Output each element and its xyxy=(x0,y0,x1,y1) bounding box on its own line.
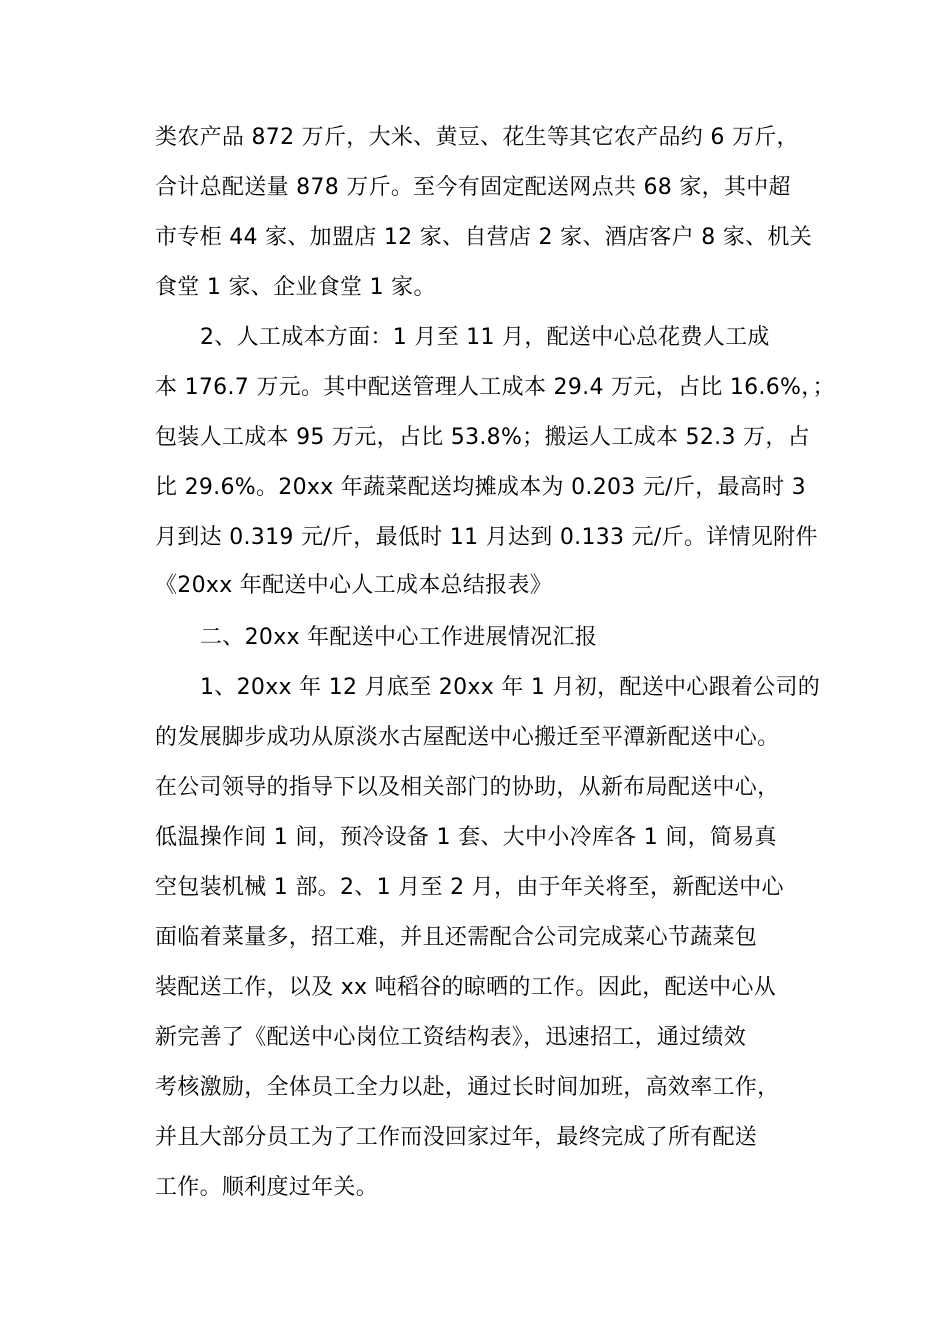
text-line: 装配送工作，以及 xx 吨稻谷的晾晒的工作。因此，配送中心从 xyxy=(155,975,777,1000)
text-line: 类农产品 872 万斤，大米、黄豆、花生等其它农产品约 6 万斤， xyxy=(155,125,799,150)
text-line: 面临着菜量多，招工难，并且还需配合公司完成菜心节蔬菜包 xyxy=(155,925,758,950)
section-heading: 二、20xx 年配送中心工作进展情况汇报 xyxy=(200,625,598,650)
text-line: 本 176.7 万元。其中配送管理人工成本 29.4 万元，占比 16.6%，； xyxy=(155,375,835,400)
text-line: 空包装机械 1 部。2、1 月至 2 月，由于年关将至，新配送中心 xyxy=(155,875,784,900)
text-line: 的发展脚步成功从原淡水古屋配送中心搬迁至平潭新配送中心。 xyxy=(155,725,780,750)
text-line: 包装人工成本 95 万元，占比 53.8%；搬运人工成本 52.3 万，占 xyxy=(155,425,810,450)
text-line: 考核激励，全体员工全力以赴，通过长时间加班，高效率工作， xyxy=(155,1075,780,1100)
text-line: 1、20xx 年 12 月底至 20xx 年 1 月初，配送中心跟着公司的 xyxy=(200,675,821,700)
text-line: 月到达 0.319 元/斤，最低时 11 月达到 0.133 元/斤。详情见附件 xyxy=(155,525,818,550)
text-line: 并且大部分员工为了工作而没回家过年，最终完成了所有配送 xyxy=(155,1125,758,1150)
text-line: 市专柜 44 家、加盟店 12 家、自营店 2 家、酒店客户 8 家、机关 xyxy=(155,225,813,250)
text-line: 低温操作间 1 间，预冷设备 1 套、大中小冷库各 1 间，简易真 xyxy=(155,825,777,850)
text-line: 合计总配送量 878 万斤。至今有固定配送网点共 68 家，其中超 xyxy=(155,175,791,200)
text-line: 新完善了《配送中心岗位工资结构表》，迅速招工，通过绩效 xyxy=(155,1025,747,1050)
text-line: 工作。顺利度过年关。 xyxy=(155,1175,379,1200)
text-line: 比 29.6%。20xx 年蔬菜配送均摊成本为 0.203 元/斤，最高时 3 xyxy=(155,475,806,500)
text-line: 《20xx 年配送中心人工成本总结报表》 xyxy=(155,573,553,598)
text-line: 2、人工成本方面：1 月至 11 月，配送中心总花费人工成 xyxy=(200,325,770,350)
text-line: 食堂 1 家、企业食堂 1 家。 xyxy=(155,275,436,300)
text-line: 在公司领导的指导下以及相关部门的协助，从新布局配送中心， xyxy=(155,775,780,800)
